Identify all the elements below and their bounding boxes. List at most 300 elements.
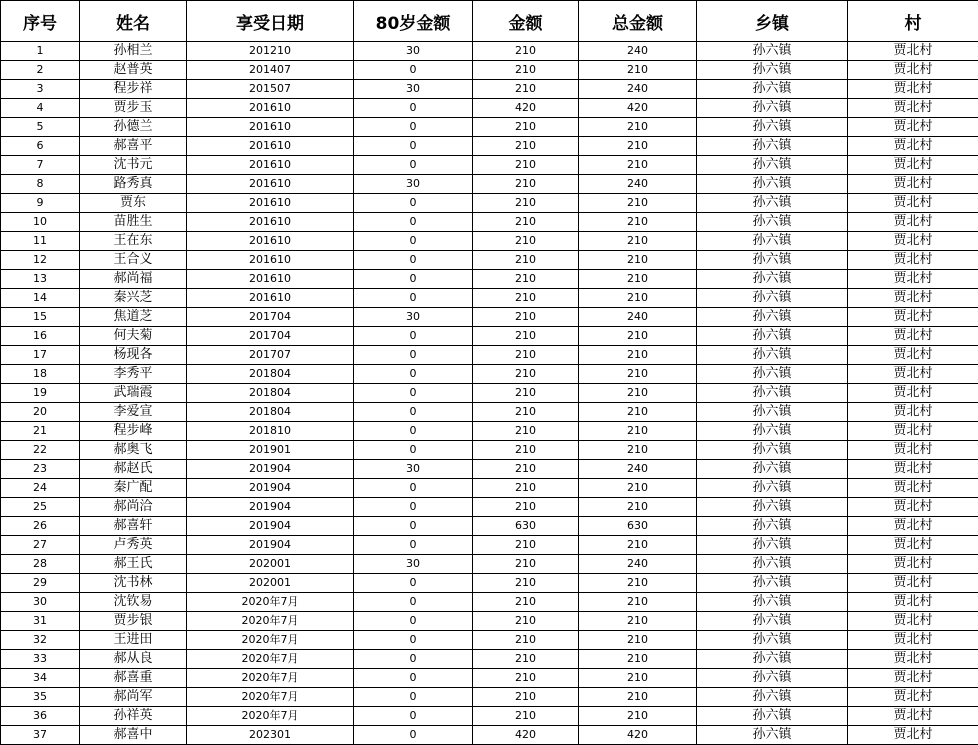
cell-amount: 210	[473, 384, 579, 403]
cell-80-amount: 0	[354, 99, 473, 118]
cell-amount: 210	[473, 156, 579, 175]
cell-name: 沈书元	[80, 156, 187, 175]
cell-amount: 210	[473, 308, 579, 327]
cell-80-amount: 0	[354, 441, 473, 460]
cell-village: 贾北村	[848, 536, 978, 555]
cell-town: 孙六镇	[697, 327, 848, 346]
cell-town: 孙六镇	[697, 555, 848, 574]
cell-town: 孙六镇	[697, 422, 848, 441]
cell-village: 贾北村	[848, 175, 978, 194]
table-row	[1, 403, 978, 422]
cell-town: 孙六镇	[697, 593, 848, 612]
cell-date: 201704	[187, 327, 354, 346]
cell-index: 9	[1, 194, 80, 213]
cell-total: 210	[579, 118, 697, 137]
cell-total: 210	[579, 289, 697, 308]
cell-date: 201210	[187, 42, 354, 61]
cell-index: 27	[1, 536, 80, 555]
cell-80-amount: 0	[354, 517, 473, 536]
cell-town: 孙六镇	[697, 99, 848, 118]
cell-80-amount: 0	[354, 403, 473, 422]
cell-name: 贾步玉	[80, 99, 187, 118]
cell-80-amount: 30	[354, 308, 473, 327]
cell-amount: 210	[473, 479, 579, 498]
cell-name: 郝尚军	[80, 688, 187, 707]
cell-village: 贾北村	[848, 669, 978, 688]
cell-80-amount: 0	[354, 365, 473, 384]
cell-town: 孙六镇	[697, 194, 848, 213]
table-row	[1, 479, 978, 498]
cell-date: 201610	[187, 137, 354, 156]
cell-amount: 210	[473, 175, 579, 194]
cell-total: 210	[579, 498, 697, 517]
table-row	[1, 707, 978, 726]
cell-town: 孙六镇	[697, 80, 848, 99]
cell-date: 201610	[187, 289, 354, 308]
cell-town: 孙六镇	[697, 707, 848, 726]
cell-town: 孙六镇	[697, 232, 848, 251]
cell-amount: 210	[473, 42, 579, 61]
cell-amount: 420	[473, 99, 579, 118]
cell-village: 贾北村	[848, 99, 978, 118]
table-row	[1, 61, 978, 80]
cell-name: 郝赵氏	[80, 460, 187, 479]
cell-town: 孙六镇	[697, 213, 848, 232]
cell-village: 贾北村	[848, 42, 978, 61]
cell-total: 210	[579, 156, 697, 175]
cell-date: 201901	[187, 441, 354, 460]
cell-index: 34	[1, 669, 80, 688]
cell-total: 210	[579, 479, 697, 498]
cell-total: 240	[579, 308, 697, 327]
cell-town: 孙六镇	[697, 365, 848, 384]
cell-date: 201610	[187, 232, 354, 251]
cell-village: 贾北村	[848, 346, 978, 365]
table-header-row	[1, 1, 978, 42]
table-row	[1, 365, 978, 384]
cell-village: 贾北村	[848, 289, 978, 308]
cell-date: 201704	[187, 308, 354, 327]
cell-village: 贾北村	[848, 593, 978, 612]
cell-village: 贾北村	[848, 441, 978, 460]
cell-total: 210	[579, 612, 697, 631]
table-row	[1, 555, 978, 574]
cell-town: 孙六镇	[697, 726, 848, 745]
cell-total: 210	[579, 251, 697, 270]
cell-80-amount: 0	[354, 270, 473, 289]
cell-name: 秦广配	[80, 479, 187, 498]
table-row	[1, 593, 978, 612]
cell-80-amount: 0	[354, 536, 473, 555]
cell-town: 孙六镇	[697, 669, 848, 688]
cell-80-amount: 0	[354, 137, 473, 156]
cell-village: 贾北村	[848, 327, 978, 346]
cell-index: 18	[1, 365, 80, 384]
cell-name: 孙祥英	[80, 707, 187, 726]
cell-index: 25	[1, 498, 80, 517]
cell-total: 210	[579, 574, 697, 593]
table-row	[1, 688, 978, 707]
table-row	[1, 669, 978, 688]
cell-town: 孙六镇	[697, 498, 848, 517]
cell-name: 焦道芝	[80, 308, 187, 327]
table-row	[1, 498, 978, 517]
cell-name: 孙德兰	[80, 118, 187, 137]
cell-name: 郝从良	[80, 650, 187, 669]
cell-name: 李秀平	[80, 365, 187, 384]
cell-town: 孙六镇	[697, 308, 848, 327]
cell-name: 杨现各	[80, 346, 187, 365]
cell-total: 210	[579, 270, 697, 289]
cell-index: 8	[1, 175, 80, 194]
cell-date: 201507	[187, 80, 354, 99]
cell-name: 郝尚福	[80, 270, 187, 289]
table-row	[1, 460, 978, 479]
cell-index: 10	[1, 213, 80, 232]
cell-village: 贾北村	[848, 270, 978, 289]
cell-total: 240	[579, 460, 697, 479]
cell-80-amount: 0	[354, 631, 473, 650]
cell-name: 郝喜平	[80, 137, 187, 156]
cell-date: 2020年7月	[187, 631, 354, 650]
cell-total: 210	[579, 403, 697, 422]
cell-date: 201804	[187, 365, 354, 384]
cell-total: 210	[579, 631, 697, 650]
cell-index: 14	[1, 289, 80, 308]
cell-village: 贾北村	[848, 479, 978, 498]
table-row	[1, 308, 978, 327]
cell-town: 孙六镇	[697, 688, 848, 707]
cell-date: 201804	[187, 384, 354, 403]
table-row	[1, 327, 978, 346]
cell-80-amount: 0	[354, 726, 473, 745]
cell-village: 贾北村	[848, 156, 978, 175]
cell-town: 孙六镇	[697, 460, 848, 479]
cell-amount: 210	[473, 365, 579, 384]
cell-total: 420	[579, 99, 697, 118]
cell-index: 13	[1, 270, 80, 289]
cell-name: 何夫菊	[80, 327, 187, 346]
cell-amount: 210	[473, 137, 579, 156]
cell-name: 秦兴芝	[80, 289, 187, 308]
cell-name: 郝尚洽	[80, 498, 187, 517]
cell-town: 孙六镇	[697, 517, 848, 536]
cell-80-amount: 30	[354, 555, 473, 574]
cell-name: 王合义	[80, 251, 187, 270]
cell-index: 19	[1, 384, 80, 403]
cell-index: 23	[1, 460, 80, 479]
cell-date: 201904	[187, 517, 354, 536]
table-row	[1, 346, 978, 365]
cell-town: 孙六镇	[697, 61, 848, 80]
cell-village: 贾北村	[848, 61, 978, 80]
cell-80-amount: 0	[354, 289, 473, 308]
cell-80-amount: 0	[354, 251, 473, 270]
cell-total: 210	[579, 669, 697, 688]
cell-total: 210	[579, 422, 697, 441]
table-row	[1, 612, 978, 631]
cell-town: 孙六镇	[697, 441, 848, 460]
cell-amount: 210	[473, 270, 579, 289]
cell-town: 孙六镇	[697, 346, 848, 365]
cell-date: 201804	[187, 403, 354, 422]
cell-80-amount: 0	[354, 498, 473, 517]
cell-name: 路秀真	[80, 175, 187, 194]
cell-town: 孙六镇	[697, 612, 848, 631]
cell-date: 2020年7月	[187, 707, 354, 726]
cell-amount: 210	[473, 574, 579, 593]
cell-amount: 210	[473, 327, 579, 346]
cell-index: 26	[1, 517, 80, 536]
cell-village: 贾北村	[848, 688, 978, 707]
cell-amount: 210	[473, 707, 579, 726]
cell-amount: 210	[473, 213, 579, 232]
cell-date: 201810	[187, 422, 354, 441]
table-row	[1, 270, 978, 289]
cell-total: 210	[579, 688, 697, 707]
cell-date: 201610	[187, 213, 354, 232]
table-row	[1, 384, 978, 403]
cell-date: 201407	[187, 61, 354, 80]
cell-80-amount: 0	[354, 593, 473, 612]
cell-town: 孙六镇	[697, 574, 848, 593]
cell-total: 240	[579, 80, 697, 99]
cell-village: 贾北村	[848, 384, 978, 403]
cell-total: 210	[579, 137, 697, 156]
cell-village: 贾北村	[848, 612, 978, 631]
cell-village: 贾北村	[848, 308, 978, 327]
table-row	[1, 99, 978, 118]
header-index: 序号	[1, 1, 80, 42]
cell-village: 贾北村	[848, 80, 978, 99]
cell-village: 贾北村	[848, 194, 978, 213]
cell-80-amount: 0	[354, 194, 473, 213]
cell-total: 210	[579, 327, 697, 346]
cell-village: 贾北村	[848, 574, 978, 593]
table-row	[1, 422, 978, 441]
cell-total: 210	[579, 346, 697, 365]
cell-80-amount: 0	[354, 346, 473, 365]
cell-index: 32	[1, 631, 80, 650]
cell-town: 孙六镇	[697, 42, 848, 61]
table-row	[1, 441, 978, 460]
cell-index: 28	[1, 555, 80, 574]
cell-amount: 210	[473, 61, 579, 80]
cell-80-amount: 0	[354, 61, 473, 80]
cell-date: 202301	[187, 726, 354, 745]
cell-index: 20	[1, 403, 80, 422]
cell-town: 孙六镇	[697, 137, 848, 156]
cell-total: 210	[579, 194, 697, 213]
cell-total: 210	[579, 650, 697, 669]
cell-index: 21	[1, 422, 80, 441]
cell-index: 4	[1, 99, 80, 118]
table-row	[1, 80, 978, 99]
cell-town: 孙六镇	[697, 251, 848, 270]
cell-date: 201610	[187, 270, 354, 289]
cell-date: 2020年7月	[187, 593, 354, 612]
cell-name: 贾东	[80, 194, 187, 213]
cell-name: 李爱宣	[80, 403, 187, 422]
cell-index: 15	[1, 308, 80, 327]
cell-80-amount: 0	[354, 707, 473, 726]
table-body	[1, 42, 978, 745]
cell-name: 苗胜生	[80, 213, 187, 232]
cell-village: 贾北村	[848, 365, 978, 384]
cell-amount: 210	[473, 612, 579, 631]
cell-80-amount: 30	[354, 460, 473, 479]
cell-name: 郝奥飞	[80, 441, 187, 460]
cell-80-amount: 0	[354, 118, 473, 137]
cell-village: 贾北村	[848, 232, 978, 251]
cell-index: 17	[1, 346, 80, 365]
cell-town: 孙六镇	[697, 536, 848, 555]
cell-town: 孙六镇	[697, 289, 848, 308]
table-row	[1, 726, 978, 745]
cell-amount: 420	[473, 726, 579, 745]
cell-index: 7	[1, 156, 80, 175]
cell-town: 孙六镇	[697, 650, 848, 669]
cell-total: 420	[579, 726, 697, 745]
cell-date: 201610	[187, 118, 354, 137]
cell-village: 贾北村	[848, 137, 978, 156]
cell-total: 240	[579, 555, 697, 574]
cell-date: 201904	[187, 479, 354, 498]
cell-name: 程步祥	[80, 80, 187, 99]
cell-village: 贾北村	[848, 460, 978, 479]
cell-name: 贾步银	[80, 612, 187, 631]
cell-index: 37	[1, 726, 80, 745]
cell-name: 郝王氏	[80, 555, 187, 574]
cell-total: 210	[579, 365, 697, 384]
cell-index: 2	[1, 61, 80, 80]
cell-village: 贾北村	[848, 650, 978, 669]
cell-town: 孙六镇	[697, 175, 848, 194]
cell-name: 卢秀英	[80, 536, 187, 555]
cell-amount: 210	[473, 346, 579, 365]
cell-town: 孙六镇	[697, 118, 848, 137]
table-row	[1, 156, 978, 175]
cell-name: 王在东	[80, 232, 187, 251]
cell-name: 郝喜轩	[80, 517, 187, 536]
cell-date: 2020年7月	[187, 688, 354, 707]
cell-80-amount: 30	[354, 80, 473, 99]
cell-village: 贾北村	[848, 422, 978, 441]
cell-amount: 210	[473, 441, 579, 460]
cell-town: 孙六镇	[697, 270, 848, 289]
cell-date: 201610	[187, 99, 354, 118]
table-row	[1, 213, 978, 232]
cell-amount: 210	[473, 289, 579, 308]
cell-amount: 210	[473, 80, 579, 99]
header-total: 总金额	[579, 1, 697, 42]
cell-80-amount: 0	[354, 650, 473, 669]
cell-index: 30	[1, 593, 80, 612]
cell-index: 31	[1, 612, 80, 631]
cell-date: 201610	[187, 175, 354, 194]
cell-amount: 210	[473, 669, 579, 688]
cell-village: 贾北村	[848, 251, 978, 270]
table-row	[1, 650, 978, 669]
cell-date: 2020年7月	[187, 612, 354, 631]
cell-date: 202001	[187, 555, 354, 574]
table-row	[1, 137, 978, 156]
cell-80-amount: 30	[354, 42, 473, 61]
cell-index: 6	[1, 137, 80, 156]
cell-amount: 210	[473, 118, 579, 137]
cell-index: 16	[1, 327, 80, 346]
cell-80-amount: 0	[354, 232, 473, 251]
cell-name: 王进田	[80, 631, 187, 650]
cell-80-amount: 0	[354, 574, 473, 593]
cell-amount: 210	[473, 650, 579, 669]
cell-town: 孙六镇	[697, 384, 848, 403]
cell-amount: 210	[473, 631, 579, 650]
cell-amount: 210	[473, 593, 579, 612]
cell-amount: 210	[473, 688, 579, 707]
cell-total: 210	[579, 707, 697, 726]
cell-date: 201904	[187, 460, 354, 479]
cell-village: 贾北村	[848, 213, 978, 232]
cell-amount: 630	[473, 517, 579, 536]
table-row	[1, 175, 978, 194]
cell-name: 武瑞霞	[80, 384, 187, 403]
cell-date: 201707	[187, 346, 354, 365]
cell-date: 202001	[187, 574, 354, 593]
cell-amount: 210	[473, 403, 579, 422]
cell-80-amount: 30	[354, 175, 473, 194]
cell-index: 12	[1, 251, 80, 270]
cell-amount: 210	[473, 251, 579, 270]
table-row	[1, 631, 978, 650]
cell-amount: 210	[473, 498, 579, 517]
cell-index: 22	[1, 441, 80, 460]
cell-date: 201610	[187, 194, 354, 213]
cell-name: 沈钦易	[80, 593, 187, 612]
cell-name: 沈书林	[80, 574, 187, 593]
cell-index: 36	[1, 707, 80, 726]
cell-village: 贾北村	[848, 403, 978, 422]
cell-name: 赵普英	[80, 61, 187, 80]
cell-80-amount: 0	[354, 479, 473, 498]
cell-total: 210	[579, 384, 697, 403]
cell-name: 郝喜中	[80, 726, 187, 745]
cell-date: 201610	[187, 251, 354, 270]
table-row	[1, 517, 978, 536]
cell-index: 1	[1, 42, 80, 61]
cell-total: 240	[579, 42, 697, 61]
cell-village: 贾北村	[848, 498, 978, 517]
cell-80-amount: 0	[354, 156, 473, 175]
cell-amount: 210	[473, 422, 579, 441]
header-80-amount: 80岁金额	[354, 1, 473, 42]
cell-total: 210	[579, 593, 697, 612]
cell-index: 5	[1, 118, 80, 137]
cell-village: 贾北村	[848, 517, 978, 536]
cell-index: 33	[1, 650, 80, 669]
table-row	[1, 118, 978, 137]
cell-80-amount: 0	[354, 213, 473, 232]
cell-index: 29	[1, 574, 80, 593]
cell-date: 201610	[187, 156, 354, 175]
cell-town: 孙六镇	[697, 156, 848, 175]
table-row	[1, 536, 978, 555]
cell-total: 630	[579, 517, 697, 536]
cell-amount: 210	[473, 194, 579, 213]
cell-80-amount: 0	[354, 422, 473, 441]
header-village: 村	[848, 1, 978, 42]
header-date: 享受日期	[187, 1, 354, 42]
